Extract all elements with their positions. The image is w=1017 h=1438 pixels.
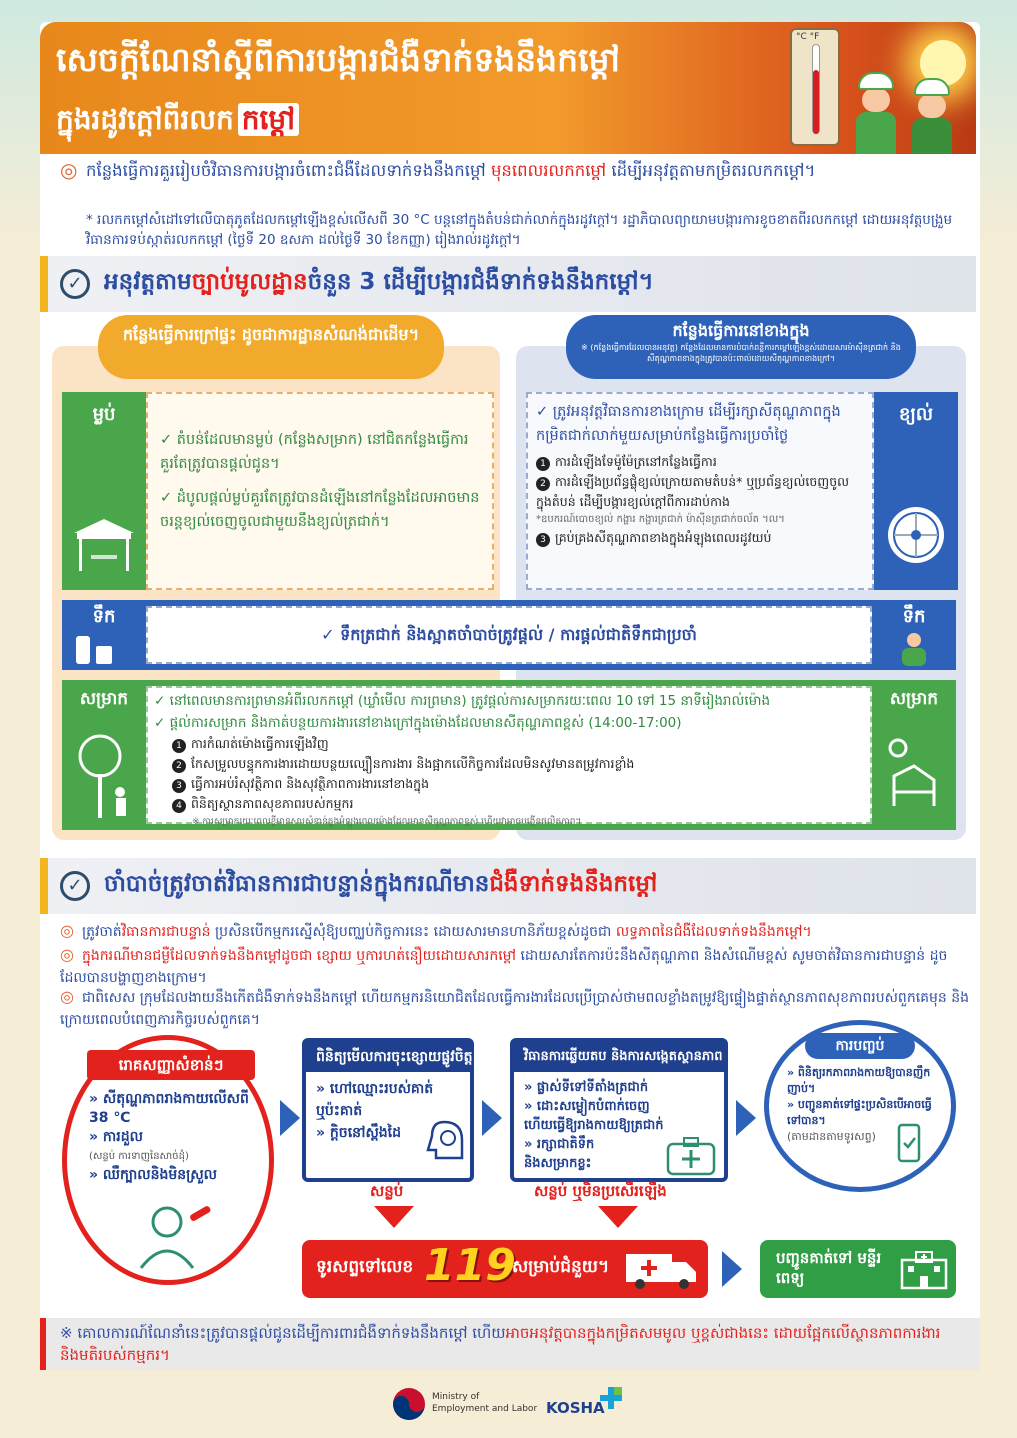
poster-subtitle: ក្នុងរដូវក្តៅពីរលក កម្តៅ <box>56 102 299 143</box>
section-title: ចាំបាច់ត្រូវចាត់វិធានការជាបន្ទាន់ក្នុងករណីមានជំងឺទាក់ទងនឹងកម្តៅ <box>104 871 658 897</box>
check-list: » ហៅឈ្មោះរបស់គាត់ ឬប៉ះគាត់ » ក្តិចនៅស្ពឹងដៃ <box>316 1081 434 1141</box>
phone-check-icon <box>889 1123 929 1163</box>
worker-illustration <box>908 78 956 154</box>
hospital-bar <box>760 1240 956 1298</box>
worker-illustration <box>852 72 900 154</box>
call-119-bar <box>302 1240 708 1298</box>
rest-note: ※ ការសម្រាករយៈពេលខ្លីមានសារសំខាន់ក្នុងអំឡុងពេលម៉ោងដែលមានសីតុណ្ហភាពខ្ពស់ ហើយវាអាចបង្កើនផលិតភាព។ <box>192 817 582 827</box>
poster-title: សេចក្តីណែនាំស្តីពីការបង្ការជំងឺទាក់ទងនឹងកម្តៅ <box>56 40 620 79</box>
check-title: ពិនិត្យមើលការចុះខ្សោយផ្លូវចិត្ត <box>306 1042 470 1072</box>
emergency-number: 119 <box>424 1240 516 1291</box>
rest-line: ✓ ផ្តល់ការសម្រាក និងកាត់បន្ថយការងារនៅខាងក្រៅក្នុងម៉ោងដែលមានសីតុណ្ហភាពខ្ពស់ (14:00-17:00) <box>154 715 682 731</box>
check-conscious-box <box>302 1038 474 1182</box>
tree-rest-icon <box>72 732 136 822</box>
bullet-icon: ◎ <box>60 921 74 940</box>
water-tab-label: ទឹក <box>92 606 116 627</box>
cooling-list: » ផ្លាស់ទីទៅទីតាំងត្រជាក់ » ដោះសម្លៀកបំពាក់ចេញ ហើយធ្វើឱ្យរាងកាយឱ្យត្រជាក់ » រក្សាជាតិទឹក និងសម្រាកខ្លះ <box>524 1080 664 1171</box>
wind-tab: ខ្យល់ <box>874 392 958 590</box>
water-strip <box>62 600 956 670</box>
indoor-pill: កន្លែងធ្វើការនៅខាងក្នុង ※ (កន្លែងធ្វើការដែលបានអនុវត្ត) កន្លែងដែលមានការបំបាក់ពន្លឺការកម្តៅឡើងខ្ពស់ដោយសារម៉ាស៊ីនត្រជាក់ និងសីតុណ្ហភាពខាងក្នុងត្រូវបានប៉ះពាល់ដោយសីតុណ្ហភាពខាងក្រៅ។ <box>566 315 916 379</box>
symptoms-title: រោគសញ្ញាសំខាន់ៗ <box>87 1050 255 1080</box>
fan-icon <box>884 503 948 567</box>
wind-item: 3 គ្រប់គ្រងសីតុណ្ហភាពខាងក្នុងអំឡុងពេលរដូវយប់ <box>536 528 864 548</box>
kosha-cross-icon <box>598 1385 624 1411</box>
cooling-box <box>510 1038 728 1182</box>
ambulance-icon <box>624 1248 698 1290</box>
shade-item: ✓ ដំបូលផ្តល់ម្លប់គួរតែត្រូវបានដំឡើងនៅកន្លែងដែលអាចមានចរន្តខ្យល់ចេញចូលជាមួយនឹងខ្យល់ត្រជាក់។ <box>160 490 480 530</box>
intro-note: * រលកកម្តៅសំដៅទៅលើបាតុភូតដែលកម្តៅឡើងខ្ពស់លើសពី 30 °C បន្តនៅក្នុងតំបន់ជាក់លាក់ក្នុងរដូវក្តៅ។ រដ្ឋាភិបាលព្យាយាមបង្ការការខូចខាតពីរលកកម្តៅ ដោយអនុវត្តបង្រួមវិធានការទប់ស្កាត់រលកកម្តៅ (ថ្ងៃទី 20 ឧសភា ដល់ថ្ងៃទី 30 ខែកញ្ញា) រៀងរាល់រដូវក្តៅ។ <box>86 212 953 248</box>
finish-title: ការបញ្ចប់ <box>805 1033 915 1059</box>
check-circle-icon: ✓ <box>60 269 90 299</box>
poster-header <box>40 22 976 154</box>
shade-item: ✓ តំបន់ដែលមានម្លប់ (កន្លែងសម្រាក) នៅជិតកន្លែងធ្វើការគួរតែត្រូវបានផ្តល់ជូន។ <box>160 432 469 472</box>
shade-content <box>146 392 494 590</box>
drinking-person-icon <box>894 632 934 666</box>
outdoor-pill: កន្លែងធ្វើការក្រៅផ្ទះ ដូចជាការដ្ឋានសំណង់ជាដើម។ <box>98 315 444 379</box>
bullet-icon: ◎ <box>60 945 74 964</box>
taegeuk-logo-icon <box>392 1387 426 1421</box>
rest-strip <box>62 680 956 830</box>
water-text: ✓ ទឹកត្រជាក់ និងស្អាតចាំបាច់ត្រូវផ្តល់ / ការផ្តល់ជាតិទឹកជាប្រចាំ <box>146 606 872 664</box>
rest-item: 4 ពិនិត្យស្ថានភាពសុខភាពរបស់កម្មករ <box>154 794 864 814</box>
unconscious-worse-label: សន្លប់ ឬមិនប្រសើរឡើង <box>534 1182 667 1200</box>
arrow-right-icon <box>482 1100 502 1136</box>
sick-person-icon <box>127 1200 217 1270</box>
bullet-icon: ◎ <box>60 987 74 1006</box>
rest-item: 3 ធ្វើការអប់រំសុវត្ថិភាព និងសុវត្ថិភាពការងារនៅខាងក្នុង <box>154 774 864 794</box>
rest-content <box>146 686 872 827</box>
finish-circle <box>764 1020 956 1192</box>
cooling-title: វិធានការឆ្លើយតប និងការសង្កេតស្ថានភាព <box>514 1042 724 1072</box>
check-circle-icon: ✓ <box>60 871 90 901</box>
rest-item: 2 កែសម្រួលបន្ទុកការងារដោយបន្ថយល្បឿនការងារ និងផ្អាកលើកិច្ចការដែលមិនសូវមានតម្រូវការខ្លាំង <box>154 754 864 774</box>
arrow-right-icon <box>736 1100 756 1136</box>
shade-tab: ម្លប់ <box>62 392 146 590</box>
emergency-bullet: ◎ ក្នុងករណីមានជម្ងឺដែលទាក់ទងនឹងកម្តៅដូចជា ខ្សោយ ឬការហត់នឿយដោយសារកម្តៅ ដោយសារតែការប៉ះនឹងសីតុណ្ហភាព និងសំណើមខ្ពស់ សូមចាត់វិធានការជាបន្ទាន់ ដូចដែលបានបង្ហាញខាងក្រោម។ <box>60 945 948 986</box>
footnote: ※ គោលការណ៍ណែនាំនេះត្រូវបានផ្តល់ជូនដើម្បីការពារជំងឺទាក់ទងនឹងកម្តៅ ហើយអាចអនុវត្តបានក្នុងកម្រិតសមមូល ឬខ្ពស់ជាងនេះ ដោយផ្អែកលើស្ថានភាពការងារ និងមតិរបស់កម្មករ។ <box>40 1318 980 1370</box>
intro-text: កន្លែងធ្វើការគួររៀបចំវិធានការបង្ការចំពោះជំងឺដែលទាក់ទងនឹងកម្តៅ មុនពេលរលកកម្តៅ ដើម្បីអនុវត្តតាមកម្រិតរលកកម្តៅ។ <box>86 161 816 180</box>
symptoms-circle <box>62 1035 274 1285</box>
finish-list: » ពិនិត្យរកភាពរាងកាយឱ្យបានញឹកញាប់។ » បញ្ជូនគាត់ទៅផ្ទះប្រសិនបើអាចធ្វើទៅបាន។ (តាមដានតាមទូរសព្ទ) <box>787 1066 932 1143</box>
hospital-icon <box>898 1250 950 1290</box>
section-title: អនុវត្តតាមច្បាប់មូលដ្ឋានចំនួន 3 ដើម្បីបង្ការជំងឺទាក់ទងនឹងកម្តៅ។ <box>104 269 654 295</box>
emergency-bullet: ◎ ត្រូវចាត់វិធានការជាបន្ទាន់ ប្រសិនបើកម្មករស្នើសុំឱ្យបញ្ឈប់កិច្ចការនេះ ដោយសារមានហានិភ័យខ្ពស់ដូចជា លទ្ធភាពនៃជំងឺដែលទាក់ទងនឹងកម្តៅ។ <box>60 921 812 940</box>
symptoms-list: » សីតុណ្ហភាពរាងកាយលើសពី 38 ℃ » ការដួល (សន្លប់ ការទាញនៃសាច់ដុំ) » ឈឺក្បាលនិងមិនស្រួល <box>89 1091 249 1183</box>
wind-main: ✓ ត្រូវអនុវត្តវិធានការខាងក្រោម ដើម្បីរក្សាសីតុណ្ហភាពក្នុងកម្រិតជាក់លាក់មួយសម្រាប់កន្លែងធ្វើការប្រចាំថ្ងៃ <box>536 404 841 444</box>
rest-line: ✓ នៅពេលមានការព្រមានអំពីរលកកម្តៅ (ឃ្លាំមើល ការព្រមាន) ត្រូវផ្តល់ការសម្រាករយៈពេល 10 ទៅ 15 នាទីរៀងរាល់ម៉ោង <box>154 693 771 709</box>
arrow-down-icon <box>598 1206 638 1228</box>
wind-content <box>526 392 874 590</box>
shade-tent-icon <box>69 515 139 575</box>
hospital-text: បញ្ជូនគាត់ទៅ មន្ទីរពេទ្យ <box>776 1249 882 1287</box>
wind-item: 2 ការដំឡើងប្រព័ន្ធផ្លុំខ្យល់ក្រោយតាមតំបន់* ឬប្រព័ន្ធខ្យល់ចេញចូលក្នុងតំបន់ ដើម្បីបង្ការខ្យល់ក្តៅពីការដាប់កាង <box>536 474 850 509</box>
section-emergency <box>40 858 976 914</box>
first-aid-kit-icon <box>666 1136 716 1176</box>
wind-item: 1 ការដំឡើងទែម៉ូម៉ែត្រនៅកន្លែងធ្វើការ <box>536 452 864 472</box>
call-text: ទូរសព្ទទៅលេខ <box>316 1257 414 1277</box>
section-basic-rules <box>40 256 976 312</box>
water-bottle-icon <box>72 632 120 666</box>
brain-head-icon <box>422 1118 466 1162</box>
rest-tab-label: សម្រាក <box>79 689 129 709</box>
call-text: សម្រាប់ជំនួយ។ <box>512 1257 610 1277</box>
unconscious-label: សន្លប់ <box>370 1182 404 1200</box>
arrow-right-icon <box>722 1251 742 1287</box>
rest-item: 1 ការកំណត់ម៉ោងធ្វើការឡើងវិញ <box>154 734 864 754</box>
chair-rest-icon <box>884 736 944 816</box>
wind-note: *ឧបករណ៍បោចខ្យល់ កង្ហារ កង្ហារត្រជាក់ ម៉ាស៊ីនត្រជាក់ចល័ត ។ល។ <box>536 514 785 525</box>
water-tab-label-right: ទឹក <box>902 606 926 627</box>
arrow-right-icon <box>280 1100 300 1136</box>
rest-tab-label-right: សម្រាក <box>889 689 939 709</box>
thermometer-icon: °C °F <box>790 28 840 146</box>
emergency-bullet: ◎ ជាពិសេស ក្រុមដែលងាយនឹងកើតជំងឺទាក់ទងនឹងកម្តៅ ហើយកម្មករនិយោជិតដែលធ្វើការងារដែលប្រើប្រាស់ថាមពលខ្លាំងតម្រូវឱ្យផ្ទៀងផ្ទាត់ស្ថានភាពសុខភាពរបស់ពួកគេមុន និងក្រោយពេលបំពេញភារកិច្ចរបស់ពួកគេ។ <box>60 987 970 1028</box>
arrow-down-icon <box>374 1206 414 1228</box>
bullet-icon: ◎ <box>60 158 78 182</box>
